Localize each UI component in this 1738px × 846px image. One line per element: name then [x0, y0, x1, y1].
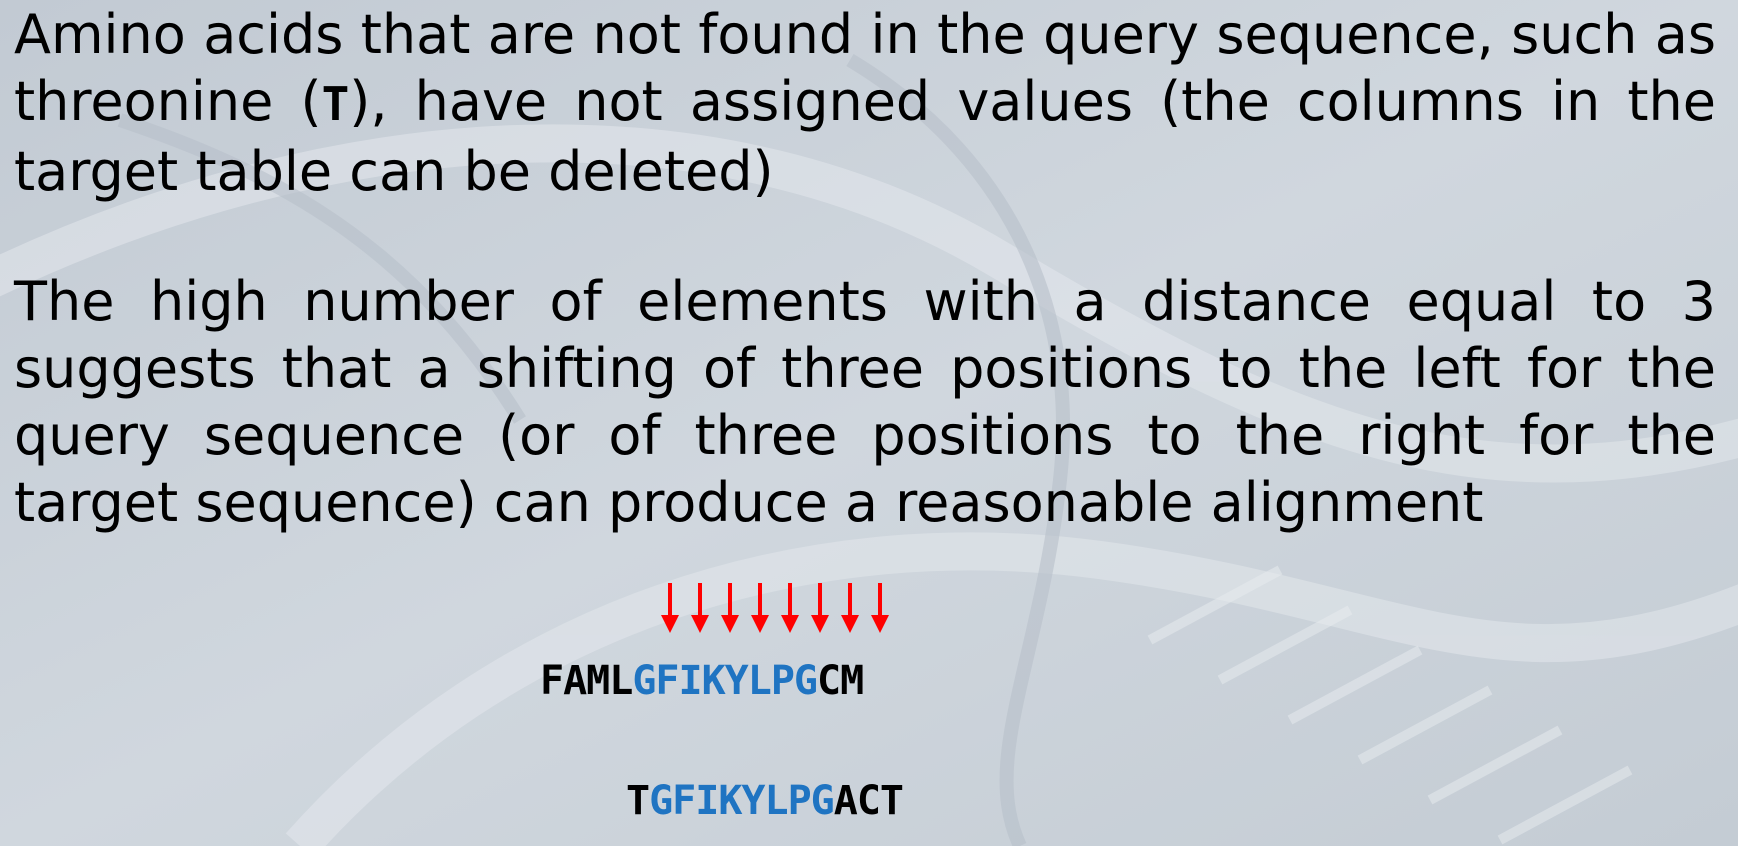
paragraph-shift-explanation: The high number of elements with a distance equal to 3 suggests that a shifting of three positions to the left for the query sequence (or of three positions to the right for the target sequence) can produce a reasonable alignment — [14, 270, 1716, 534]
target-prefix: T — [626, 778, 650, 824]
down-arrow-icon — [661, 583, 679, 633]
query-suffix: CM — [816, 658, 864, 704]
target-match: GFIKYLPG — [649, 778, 834, 824]
down-arrow-icon — [841, 583, 859, 633]
paragraph1-text-before: Amino acids that are not found in the query sequence, such as threonine ( — [14, 3, 1716, 133]
paragraph-threonine-note — [14, 1, 1716, 205]
paragraph1-text-after: ), have not assigned values (the columns in the target table can be deleted) — [14, 70, 1716, 203]
threonine-code: T — [321, 77, 350, 131]
down-arrow-icon — [691, 583, 709, 633]
shift-arrows — [656, 581, 896, 635]
down-arrow-icon — [781, 583, 799, 633]
target-suffix: ACT — [833, 778, 903, 824]
down-arrow-icon — [721, 583, 739, 633]
query-sequence — [540, 658, 863, 704]
down-arrow-icon — [751, 583, 769, 633]
target-sequence — [626, 778, 903, 824]
down-arrow-icon — [871, 583, 889, 633]
query-prefix: FAML — [540, 658, 633, 704]
down-arrow-icon — [811, 583, 829, 633]
query-match: GFIKYLPG — [632, 658, 817, 704]
